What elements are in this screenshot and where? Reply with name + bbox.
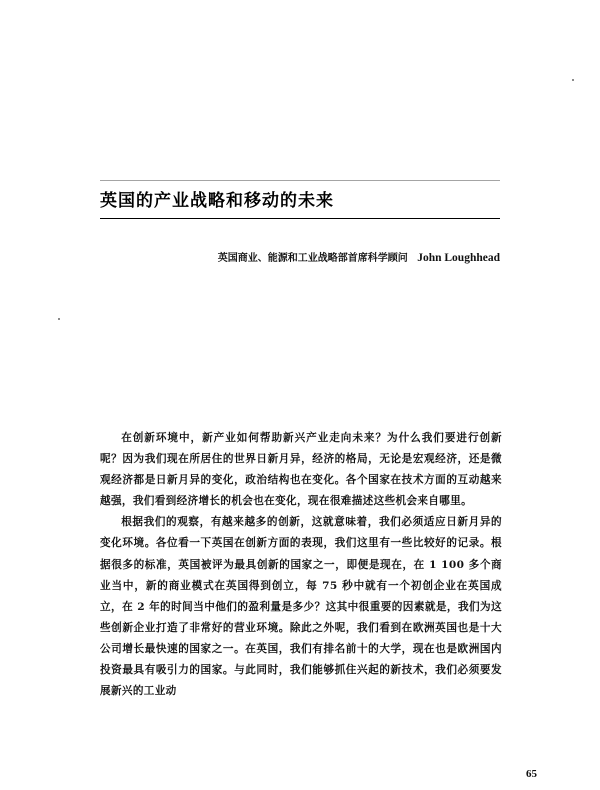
author-name: John Loughhead bbox=[417, 252, 500, 264]
page-number: 65 bbox=[526, 768, 537, 780]
header-rule bbox=[100, 180, 500, 181]
scan-speck bbox=[58, 318, 60, 320]
paragraph-2: 根据我们的观察，有越来越多的创新，这就意味着，我们必须适应日新月异的变化环境。各位看一下英国在创新方面的表现，我们这里有一些比较好的记录。根据很多的标准，英国被评为最具创新的国家之一，即便是现在，在 1 100 多个商业当中，新的商业模式在英国得到创立，每 75 秒中就有一个初创企业在英国成立，在 2 年的时间当中他们的盈利量是多少？这其中很重要的因素就是，我们为这些创新企业打造了非常好的营业环境。除此之外呢，我们看到在欧洲英国也是十大公司增长最快速的国家之一。在英国，我们有排名前十的大学，现在也是欧洲国内投资最具有吸引力的国家。与此同时，我们能够抓住兴起的新技术，我们必须要发展新兴的工业动 bbox=[100, 516, 502, 698]
author-affiliation: 英国商业、能源和工业战略部首席科学顾问 bbox=[217, 253, 408, 264]
byline bbox=[218, 249, 500, 264]
scan-speck bbox=[572, 79, 574, 81]
paragraph-1: 在创新环境中，新产业如何帮助新兴产业走向未来？为什么我们要进行创新呢？因为我们现在所居住的世界日新月异，经济的格局，无论是宏观经济，还是微观经济都是日新月异的变化，政治结构也在变化。各个国家在技术方面的互动越来越强，我们看到经济增长的机会也在变化，现在很难描述这些机会来自哪里。 bbox=[100, 432, 502, 508]
title-underline bbox=[100, 218, 500, 219]
article-body bbox=[100, 428, 502, 702]
article-title: 英国的产业战略和移动的未来 bbox=[100, 191, 334, 211]
